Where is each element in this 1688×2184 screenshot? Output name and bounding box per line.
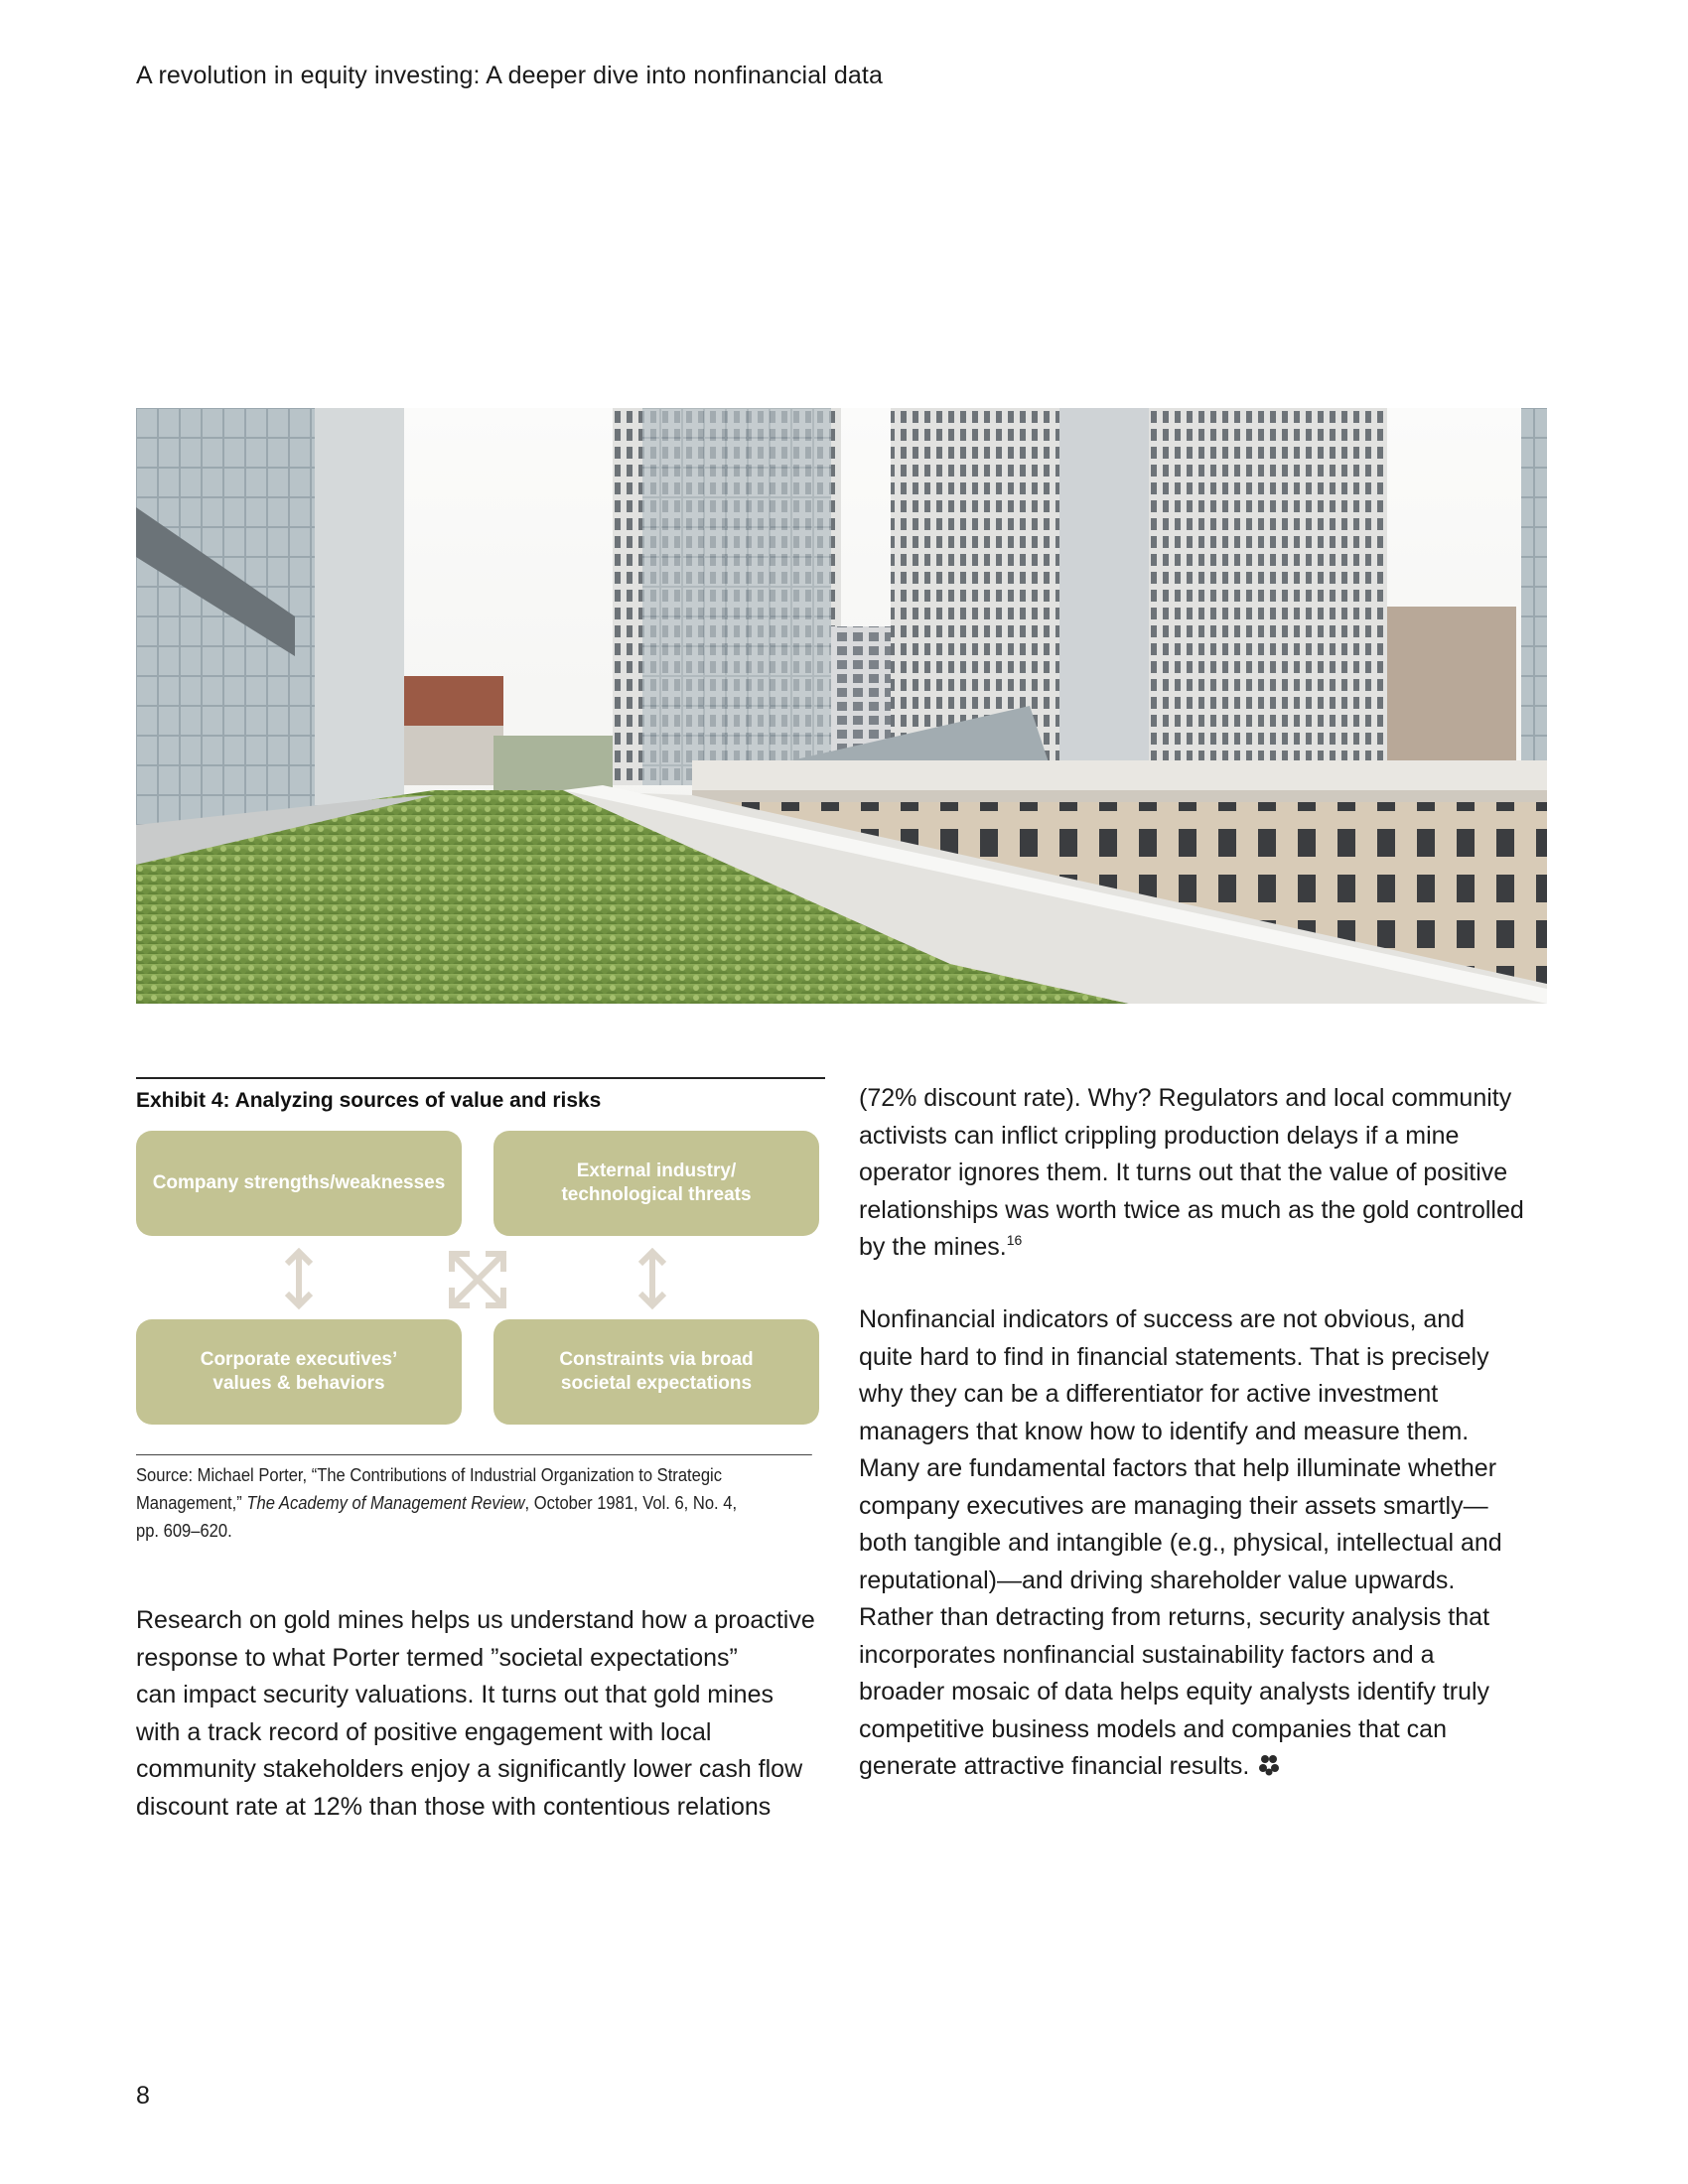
text-last: by the mines. [859,1233,1007,1261]
running-header: A revolution in equity investing: A deeper dive into nonfinancial data [136,62,883,89]
source-line-2-post: , October 1981, Vol. 6, No. 4, [524,1493,738,1513]
source-line-3: pp. 609–620. [136,1521,232,1541]
text-line: competitive business models and companies that can [859,1714,1447,1743]
exhibit-4 [136,1077,825,1545]
text-line: managers that know how to identify and measure them. [859,1417,1470,1445]
vertical-double-arrow-icon-right [635,1248,669,1309]
text-line: Research on gold mines helps us understand how a proactive [136,1606,815,1634]
text-line: with a track record of positive engagement with local [136,1717,712,1746]
text-last: generate attractive financial results. [859,1752,1250,1780]
end-of-article-icon [1257,1751,1281,1789]
text-line: (72% discount rate). Why? Regulators and local community [859,1084,1512,1112]
text-line: relationships was worth twice as much as the gold controlled [859,1195,1524,1224]
text-line: discount rate at 12% than those with contentious relations [136,1792,772,1821]
text-line: can impact security valuations. It turns out that gold mines [136,1681,774,1708]
text-line: Rather than detracting from returns, security analysis that [859,1603,1490,1631]
text-line: activists can inflict crippling production delays if a mine [859,1121,1460,1150]
page-number: 8 [136,2082,150,2110]
vertical-double-arrow-icon-left [282,1248,316,1309]
exhibit-title: Exhibit 4: Analyzing sources of value and risks [136,1089,602,1112]
city-green-roof-image [136,408,1547,1004]
value-risk-diagram [136,1131,825,1429]
footnote-ref-16[interactable]: 16 [1006,1232,1023,1248]
box-corporate-executives: Corporate executives’ values & behaviors [136,1319,462,1425]
source-line-2 [136,1489,812,1517]
text-line: response to what Porter termed ”societal expectations” [136,1643,738,1672]
text-line: Nonfinancial indicators of success are not obvious, and [859,1305,1466,1333]
hero-photo-green-roof [136,408,1547,1004]
text-line: incorporates nonfinancial sustainability factors and a [859,1640,1435,1669]
text-line: community stakeholders enjoy a significantly lower cash flow [136,1755,803,1783]
text-line-last [859,1748,1554,1789]
box-societal-constraints: Constraints via broad societal expectations [493,1319,819,1425]
box-external-threats: External industry/ technological threats [493,1131,819,1236]
text-line: operator ignores them. It turns out that the value of positive [859,1159,1508,1186]
paragraph-discount-rate [859,1080,1554,1267]
text-line-last [859,1229,1554,1267]
text-line: Many are fundamental factors that help illuminate whether [859,1454,1497,1482]
exhibit-top-rule [136,1077,825,1079]
source-line-2-pre: Management,” [136,1493,247,1513]
text-line: both tangible and intangible (e.g., physical, intellectual and [859,1529,1502,1557]
text-line: reputational)—and driving shareholder value upwards. [859,1566,1456,1594]
source-line-1: Source: Michael Porter, “The Contributions of Industrial Organization to Strategic [136,1465,723,1485]
diagonal-cross-arrows-icon [444,1246,511,1313]
text-line: broader mosaic of data helps equity analysts identify truly [859,1678,1490,1706]
paragraph-nonfinancial-indicators [859,1301,1554,1789]
source-journal: The Academy of Management Review [246,1493,525,1513]
text-line: quite hard to find in financial statements. That is precisely [859,1342,1489,1371]
paragraph-gold-mines [136,1602,831,1826]
box-company-strengths: Company strengths/weaknesses [136,1131,462,1236]
text-line: why they can be a differentiator for active investment [859,1380,1439,1408]
text-line: company executives are managing their assets smartly— [859,1491,1488,1520]
exhibit-source [136,1454,812,1545]
